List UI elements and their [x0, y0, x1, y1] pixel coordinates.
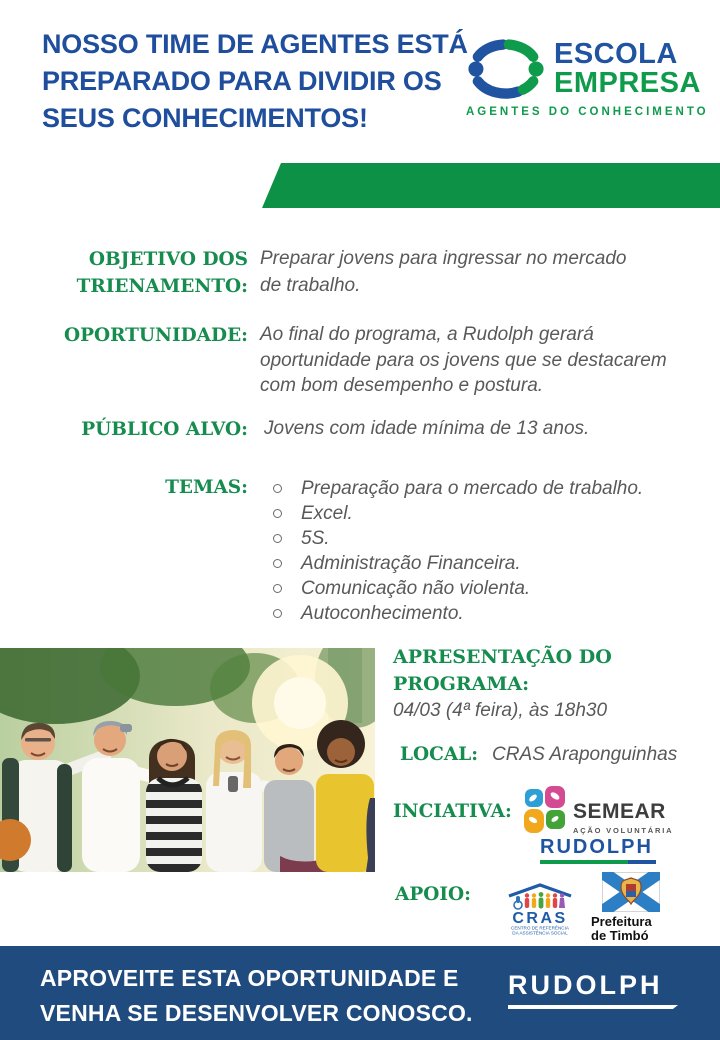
bullet-icon	[273, 534, 282, 543]
brand-name-line-1: ESCOLA	[554, 38, 678, 70]
objetivo-text	[260, 245, 700, 299]
prefeitura-text-line-1: Prefeitura	[591, 914, 652, 929]
apoio-label: APOIO:	[395, 884, 471, 905]
objetivo-text-line-1: Preparar jovens para ingressar no mercado	[260, 248, 627, 269]
semear-logo-subtitle: AÇÃO VOLUNTÁRIA	[573, 826, 674, 835]
local-row	[400, 744, 677, 766]
semear-logo-icon	[524, 786, 566, 834]
list-item	[273, 501, 703, 526]
group-photo	[0, 648, 375, 872]
brand-tagline: AGENTES DO CONHECIMENTO	[466, 106, 709, 118]
temas-label: TEMAS:	[165, 477, 248, 498]
cras-people-icons	[514, 892, 565, 909]
semear-logo	[524, 786, 673, 835]
tema-text: Preparação para o mercado de trabalho.	[301, 477, 644, 499]
rudolph-logo-text: RUDOLPH	[540, 836, 653, 858]
oportunidade-text	[260, 322, 700, 399]
list-item	[273, 551, 703, 576]
tema-text: Autoconhecimento.	[301, 602, 464, 624]
apresentacao-label-line-2: PROGRAMA:	[393, 673, 530, 695]
tema-text: Administração Financeira.	[301, 552, 521, 574]
oportunidade-label: OPORTUNIDADE:	[63, 325, 248, 346]
cras-logo	[506, 882, 574, 941]
green-banner	[0, 163, 720, 208]
page-title-line-2: PREPARADO PARA DIVIDIR OS	[42, 66, 442, 96]
tema-text: 5S.	[301, 527, 330, 549]
iniciativa-label: INCIATIVA:	[393, 801, 512, 822]
rudolph-logo-underline	[540, 860, 656, 864]
objetivo-text-line-2: de trabalho.	[260, 275, 361, 296]
cras-logo-subtitle-line-1: CENTRO DE REFERÊNCIA	[511, 925, 569, 931]
objetivo-label-line-1: OBJETIVO DOS	[88, 249, 248, 270]
list-item	[273, 601, 703, 626]
footer-banner	[0, 946, 720, 1040]
oportunidade-text-line-2: oportunidade para os jovens que se destacarem	[260, 349, 667, 371]
bullet-icon	[273, 584, 282, 593]
publico-alvo-text: Jovens com idade mínima de 13 anos.	[264, 418, 590, 439]
escola-empresa-logo-icon	[466, 38, 546, 100]
rudolph-logo-footer	[508, 970, 678, 1009]
temas-list	[273, 476, 703, 626]
page-title-line-1: NOSSO TIME DE AGENTES ESTÁ	[42, 29, 468, 59]
semear-logo-text: SEMEAR	[573, 800, 666, 823]
local-label: LOCAL:	[400, 744, 479, 765]
page-title-line-3: SEUS CONHECIMENTOS!	[42, 103, 368, 133]
page-title	[42, 26, 472, 137]
rudolph-footer-logo-text: RUDOLPH	[508, 970, 663, 1000]
prefeitura-text-line-2: de Timbó	[591, 928, 649, 943]
footer-message	[40, 961, 473, 1031]
bullet-icon	[273, 509, 282, 518]
prefeitura-timbo-text	[591, 915, 671, 943]
oportunidade-text-line-1: Ao final do programa, a Rudolph gerará	[260, 324, 594, 345]
cras-logo-subtitle-line-2: DA ASSISTÊNCIA SOCIAL	[512, 930, 568, 936]
escola-empresa-logo	[466, 38, 716, 118]
rudolph-footer-logo-underline	[508, 1005, 678, 1009]
objetivo-label	[0, 246, 248, 300]
tema-text: Excel.	[301, 502, 353, 524]
bullet-icon	[273, 484, 282, 493]
brand-name-line-2: EMPRESA	[554, 67, 701, 99]
prefeitura-timbo-logo	[591, 872, 671, 943]
local-value: CRAS Araponguinhas	[492, 744, 678, 765]
oportunidade-text-line-3: com bom desempenho e postura.	[260, 375, 544, 396]
bullet-icon	[273, 559, 282, 568]
escola-empresa-logo-text	[554, 40, 701, 98]
tema-text: Comunicação não violenta.	[301, 577, 531, 599]
cras-logo-text: CRAS	[512, 910, 568, 927]
footer-message-line-1: APROVEITE ESTA OPORTUNIDADE E	[40, 965, 459, 991]
list-item	[273, 476, 703, 501]
apresentacao-label-line-1: APRESENTAÇÃO DO	[393, 646, 612, 668]
photo-person-3	[146, 739, 202, 872]
publico-alvo-label: PÚBLICO ALVO:	[81, 419, 248, 440]
bullet-icon	[273, 609, 282, 618]
objetivo-label-line-2: TRIENAMENTO:	[76, 276, 248, 297]
list-item	[273, 526, 703, 551]
program-datetime: 04/03 (4ª feira), às 18h30	[393, 700, 608, 721]
timbo-flag-icon	[602, 872, 660, 912]
apresentacao-label	[393, 644, 612, 698]
rudolph-logo-iniciativa	[540, 836, 656, 864]
list-item	[273, 576, 703, 601]
footer-message-line-2: VENHA SE DESENVOLVER CONOSCO.	[40, 1000, 473, 1026]
